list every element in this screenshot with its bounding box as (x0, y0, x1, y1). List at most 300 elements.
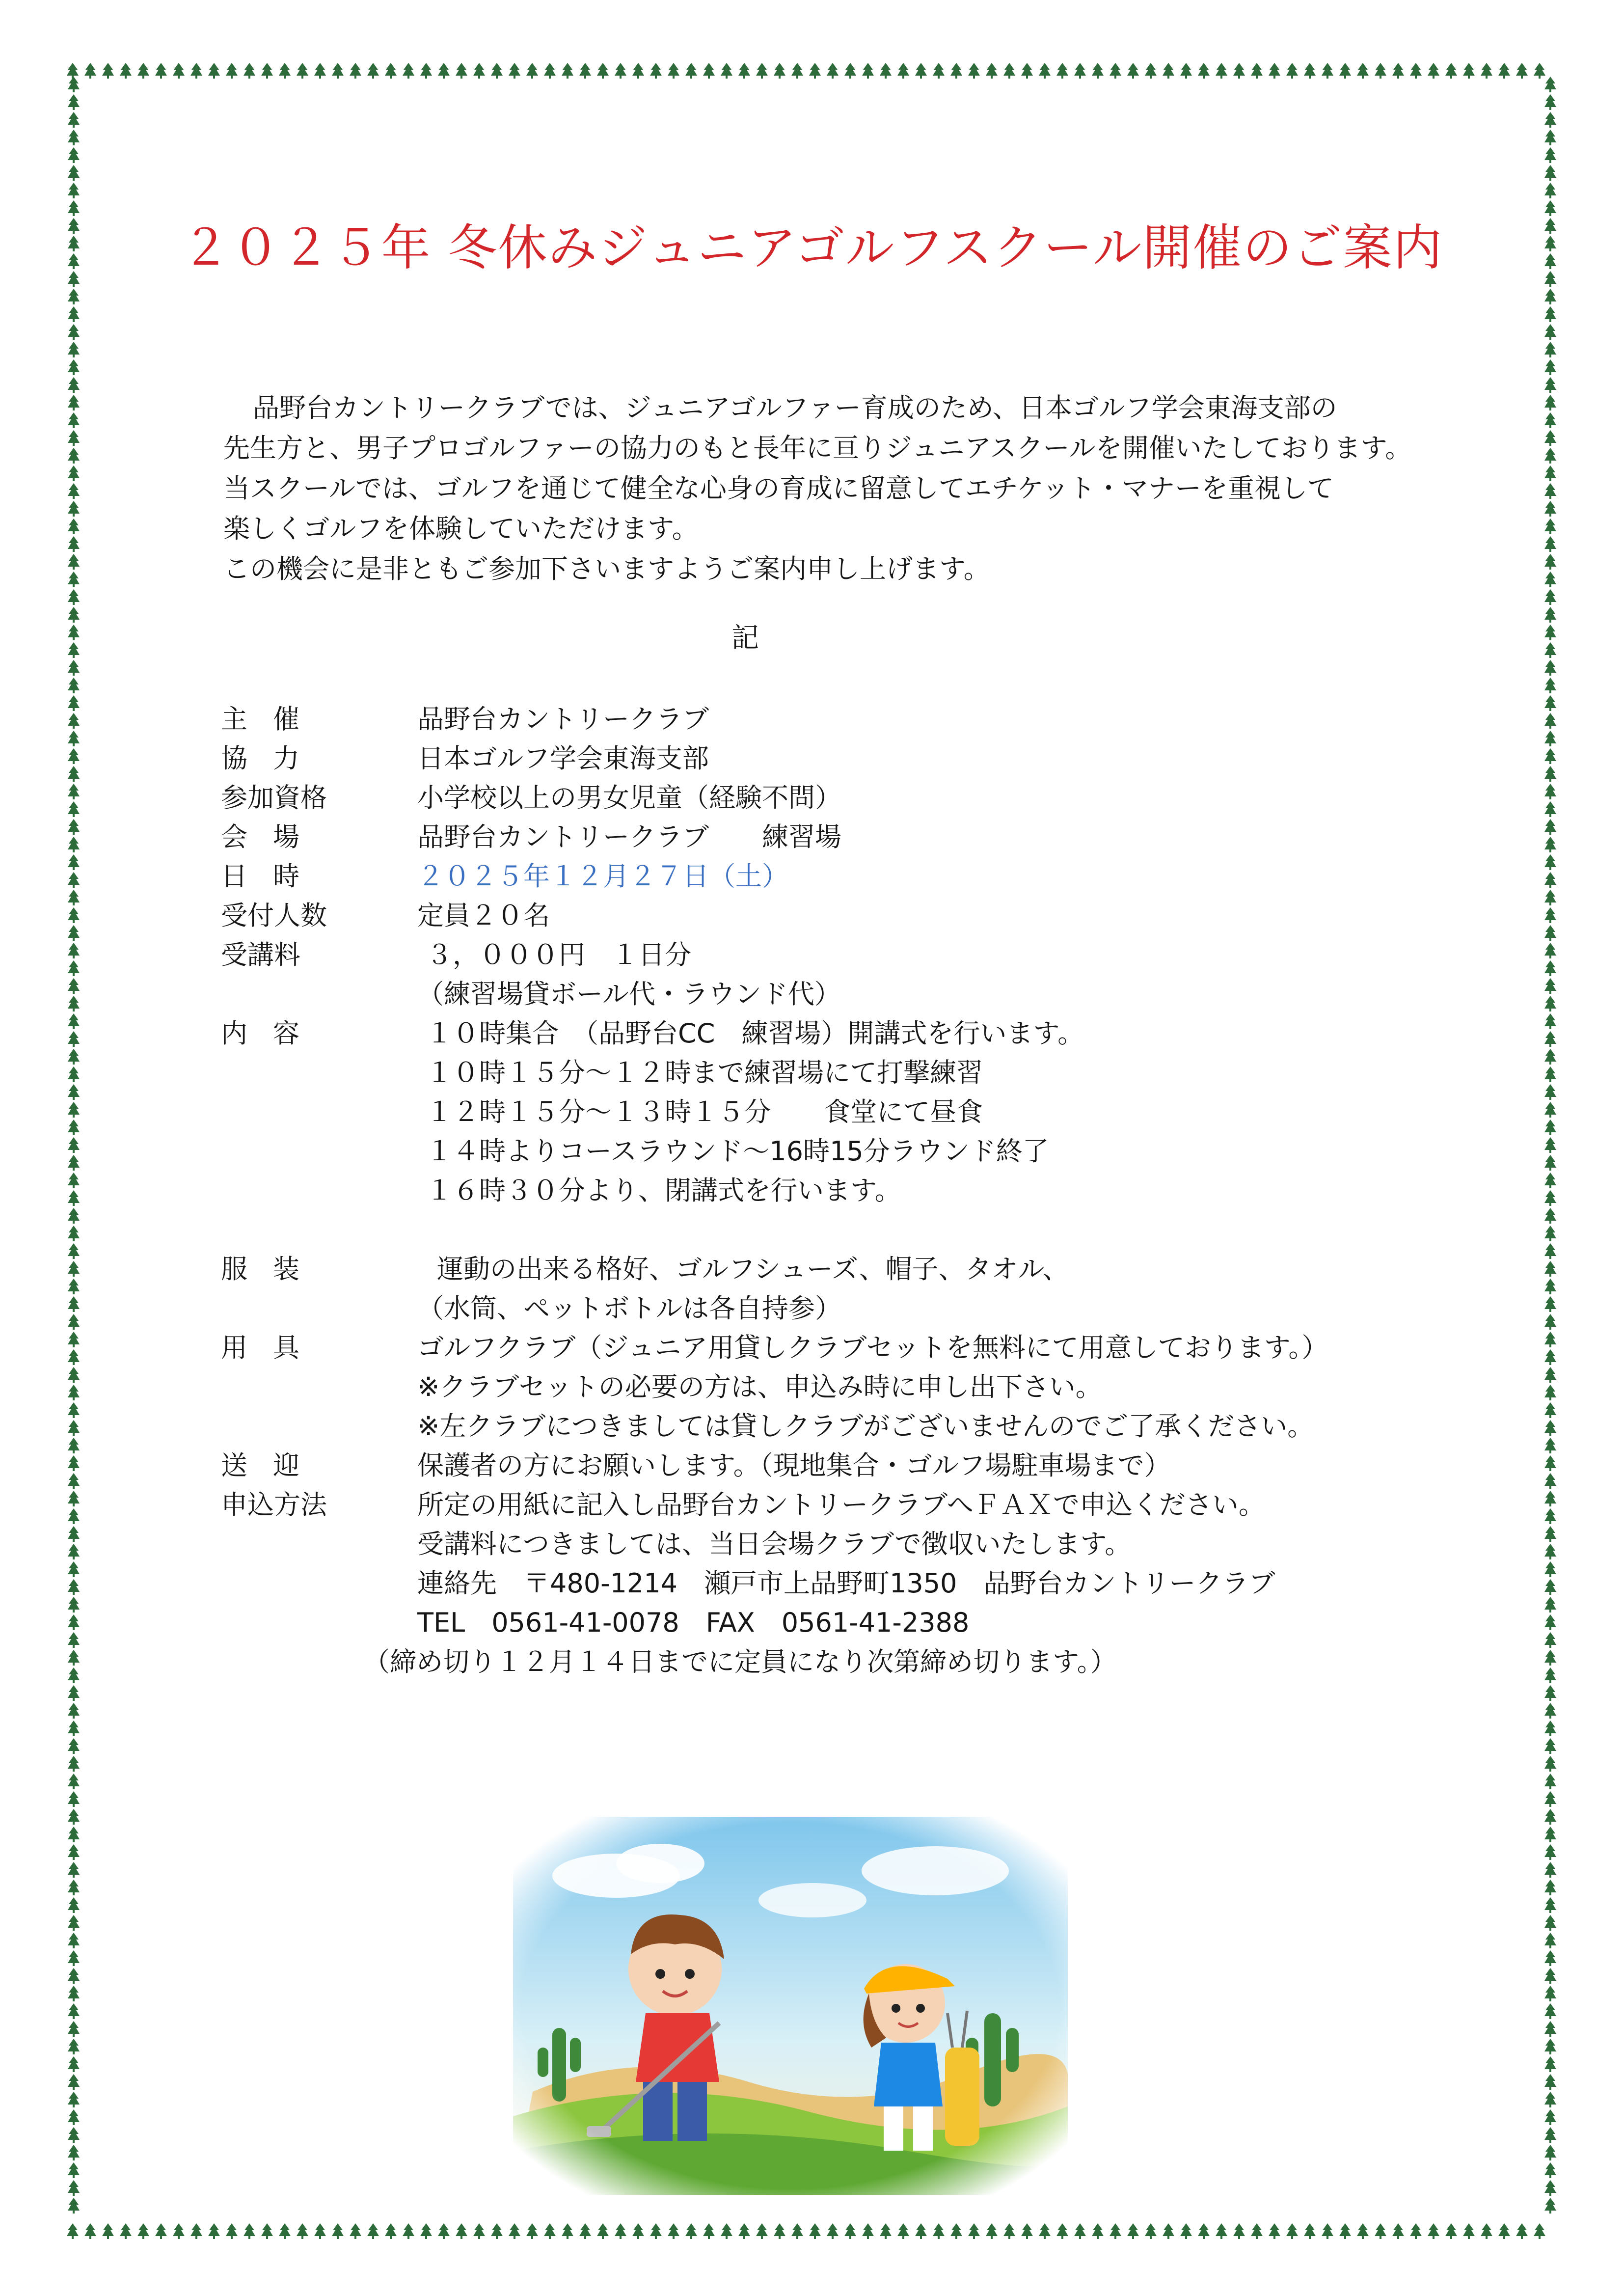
tree-icon (1544, 713, 1556, 729)
tree-icon (650, 63, 662, 79)
tree-icon (1544, 1721, 1556, 1736)
tree-icon (756, 2223, 768, 2239)
tree-icon (1544, 1632, 1556, 1648)
tree-icon (1498, 2223, 1510, 2239)
tree-icon (84, 2223, 96, 2239)
tree-icon (68, 1827, 80, 1842)
tree-icon (244, 63, 255, 79)
tree-icon (1463, 2223, 1475, 2239)
tree-icon (1544, 766, 1556, 782)
tree-icon (685, 63, 697, 79)
detail-label: 会場 (221, 821, 325, 852)
tree-icon (84, 63, 96, 79)
tree-icon (1039, 2223, 1051, 2239)
tree-icon (1544, 1862, 1556, 1878)
tree-icon (208, 2223, 220, 2239)
tree-icon (615, 2223, 626, 2239)
tree-icon (1544, 2198, 1556, 2214)
tree-icon (1544, 554, 1556, 570)
tree-icon (68, 837, 80, 852)
tree-icon (950, 63, 962, 79)
tree-icon (880, 2223, 892, 2239)
tree-icon (1544, 1950, 1556, 1966)
tree-icon (650, 2223, 662, 2239)
tree-icon (68, 589, 80, 605)
tree-icon (68, 1632, 80, 1648)
detail-value-date: ２０２５年１２月２７日（土） (417, 861, 788, 892)
detail-label: 受付人数 (221, 900, 327, 931)
tree-icon (1544, 1526, 1556, 1542)
tree-icon (1180, 63, 1192, 79)
tree-icon (1339, 2223, 1351, 2239)
tree-icon (279, 63, 291, 79)
tree-icon (1544, 1402, 1556, 1418)
tree-icon (509, 2223, 520, 2239)
tree-icon (68, 660, 80, 676)
tree-icon (1544, 1314, 1556, 1330)
tree-icon (1544, 1880, 1556, 1895)
tree-icon (844, 63, 856, 79)
detail-value: １４時よりコースラウンド～16時15分ラウンド終了 (426, 1136, 1049, 1167)
tree-icon (1163, 2223, 1174, 2239)
tree-icon (685, 2223, 697, 2239)
tree-icon (68, 1155, 80, 1171)
tree-icon (1544, 1915, 1556, 1931)
detail-label: 送迎 (221, 1450, 325, 1481)
tree-icon (1544, 359, 1556, 375)
tree-icon (68, 2056, 80, 2072)
tree-icon (68, 2003, 80, 2019)
tree-icon (986, 2223, 998, 2239)
detail-value: 連絡先 〒480-1214 瀬戸市上品野町1350 品野台カントリークラブ (417, 1568, 1275, 1599)
tree-icon (1544, 1438, 1556, 1453)
tree-icon (68, 978, 80, 994)
tree-icon (1544, 607, 1556, 623)
tree-icon (1339, 63, 1351, 79)
detail-label: 内容 (221, 1018, 325, 1049)
tree-icon (1544, 1349, 1556, 1365)
tree-icon (1544, 695, 1556, 711)
tree-icon (1145, 63, 1157, 79)
detail-row-equipment (221, 1328, 1497, 1446)
tree-icon (473, 2223, 485, 2239)
tree-icon (68, 1862, 80, 1878)
detail-label: 参加資格 (221, 782, 327, 813)
tree-icon (1544, 748, 1556, 764)
tree-icon (67, 2223, 79, 2239)
tree-icon (155, 63, 167, 79)
tree-icon (1304, 63, 1316, 79)
tree-icon (68, 1084, 80, 1100)
detail-label: 主催 (221, 704, 325, 735)
tree-icon (68, 2162, 80, 2178)
tree-icon (933, 63, 945, 79)
tree-icon (1251, 2223, 1263, 2239)
tree-icon (244, 2223, 255, 2239)
tree-icon (1544, 1120, 1556, 1135)
tree-icon (756, 63, 768, 79)
tree-icon (261, 63, 273, 79)
tree-icon (1544, 130, 1556, 145)
tree-icon (1180, 2223, 1192, 2239)
tree-icon (1544, 925, 1556, 941)
tree-icon (791, 63, 803, 79)
detail-value: １０時１５分～１２時まで練習場にて打撃練習 (426, 1057, 983, 1088)
tree-icon (1357, 63, 1369, 79)
tree-icon (438, 2223, 450, 2239)
tree-icon (1544, 625, 1556, 640)
tree-icon (526, 63, 538, 79)
tree-icon (68, 1667, 80, 1683)
tree-icon (68, 483, 80, 499)
tree-icon (1544, 377, 1556, 393)
tree-icon (1544, 306, 1556, 322)
tree-icon (68, 2092, 80, 2107)
tree-icon (68, 1791, 80, 1807)
tree-icon (367, 2223, 379, 2239)
tree-icon (1481, 63, 1492, 79)
tree-icon (68, 2198, 80, 2214)
tree-icon (1544, 448, 1556, 464)
tree-icon (1269, 63, 1280, 79)
tree-icon (68, 801, 80, 817)
tree-icon (1544, 1738, 1556, 1754)
tree-icon (1544, 1031, 1556, 1047)
tree-icon (332, 63, 344, 79)
tree-icon (1544, 996, 1556, 1011)
detail-label: 協力 (221, 743, 325, 774)
tree-icon (1544, 1066, 1556, 1082)
tree-icon (1544, 1774, 1556, 1789)
tree-icon (68, 1597, 80, 1613)
tree-icon (68, 1332, 80, 1347)
tree-icon (986, 63, 998, 79)
tree-border-bottom (64, 2219, 1561, 2244)
tree-icon (403, 2223, 414, 2239)
deadline-note: （締め切り１２月１４日までに定員になり次第締め切ります。） (363, 1646, 1117, 1677)
tree-border-top (64, 59, 1561, 83)
detail-value: （水筒、ペットボトルは各自持参） (417, 1293, 841, 1324)
intro-line: 品野台カントリークラブでは、ジュニアゴルファー育成のため、日本ゴルフ学会東海支部の (253, 392, 1337, 423)
tree-icon (68, 1544, 80, 1559)
tree-icon (1516, 63, 1528, 79)
tree-icon (738, 2223, 750, 2239)
tree-icon (403, 63, 414, 79)
tree-icon (1428, 63, 1439, 79)
tree-icon (68, 1137, 80, 1153)
tree-icon (1410, 63, 1422, 79)
detail-row-venue (221, 818, 1497, 857)
tree-icon (456, 63, 467, 79)
tree-icon (827, 2223, 839, 2239)
tree-icon (1021, 63, 1033, 79)
tree-icon (668, 63, 679, 79)
tree-icon (1544, 501, 1556, 517)
tree-icon (68, 1066, 80, 1082)
detail-row-fee (221, 935, 1497, 1014)
tree-icon (68, 1968, 80, 1984)
detail-label: 申込方法 (221, 1489, 327, 1520)
tree-icon (68, 1950, 80, 1966)
tree-icon (738, 63, 750, 79)
tree-icon (703, 63, 715, 79)
tree-icon (68, 907, 80, 923)
tree-icon (1544, 1756, 1556, 1772)
tree-icon (1544, 890, 1556, 905)
tree-icon (1544, 342, 1556, 357)
tree-icon (774, 2223, 785, 2239)
tree-icon (1544, 1420, 1556, 1436)
detail-value: ※クラブセットの必要の方は、申込み時に申し出下さい。 (417, 1371, 1102, 1402)
tree-icon (68, 112, 80, 128)
tree-icon (1251, 63, 1263, 79)
tree-icon (350, 2223, 361, 2239)
tree-icon (827, 63, 839, 79)
tree-icon (1074, 63, 1086, 79)
tree-icon (509, 63, 520, 79)
tree-icon (1544, 819, 1556, 835)
tree-icon (68, 731, 80, 746)
tree-icon (809, 63, 821, 79)
tree-icon (68, 1420, 80, 1436)
tree-icon (1544, 1084, 1556, 1100)
tree-icon (1544, 1173, 1556, 1188)
page-title: ２０２５年 冬休みジュニアゴルフスクール開催のご案内 (181, 219, 1443, 276)
tree-icon (1544, 430, 1556, 446)
tree-icon (68, 1650, 80, 1666)
tree-icon (68, 342, 80, 357)
tree-icon (1286, 63, 1298, 79)
tree-icon (68, 1031, 80, 1047)
intro-line: 楽しくゴルフを体験していただけます。 (223, 513, 699, 544)
detail-value: １６時３０分より、閉講式を行います。 (426, 1175, 901, 1206)
detail-row-capacity (221, 896, 1497, 935)
tree-icon (544, 63, 556, 79)
tree-icon (68, 1880, 80, 1895)
intro-paragraph (223, 388, 1451, 589)
tree-icon (1544, 854, 1556, 870)
tree-icon (1544, 483, 1556, 499)
tree-icon (68, 147, 80, 163)
tree-icon (1544, 1561, 1556, 1577)
tree-icon (68, 200, 80, 216)
detail-value: ゴルフクラブ（ジュニア用貸しクラブセットを無料にて用意しております。） (417, 1332, 1328, 1363)
tree-icon (1544, 2162, 1556, 2178)
tree-icon (491, 63, 503, 79)
tree-icon (68, 2021, 80, 2037)
tree-icon (1322, 63, 1333, 79)
tree-icon (1357, 2223, 1369, 2239)
tree-icon (68, 519, 80, 534)
detail-row-organizer (221, 700, 1497, 739)
tree-icon (120, 2223, 132, 2239)
tree-icon (1544, 1703, 1556, 1719)
detail-value: 受講料につきましては、当日会場クラブで徴収いたします。 (417, 1529, 1132, 1559)
tree-icon (1544, 1102, 1556, 1118)
tree-icon (68, 448, 80, 464)
tree-icon (68, 1208, 80, 1224)
tree-icon (1544, 678, 1556, 693)
tree-icon (173, 63, 185, 79)
tree-icon (68, 1756, 80, 1772)
tree-icon (68, 2145, 80, 2160)
tree-icon (1544, 1013, 1556, 1029)
tree-icon (68, 1455, 80, 1471)
intro-line: 当スクールでは、ゴルフを通じて健全な心身の育成に留意してエチケット・マナーを重視して (223, 473, 1334, 504)
tree-border-left (65, 74, 82, 2219)
tree-icon (1544, 1650, 1556, 1666)
tree-icon (1544, 2127, 1556, 2143)
tree-icon (1544, 1332, 1556, 1347)
tree-icon (1198, 2223, 1210, 2239)
tree-icon (68, 501, 80, 517)
tree-icon (68, 1579, 80, 1595)
tree-icon (526, 2223, 538, 2239)
tree-icon (950, 2223, 962, 2239)
tree-icon (1163, 63, 1174, 79)
tree-icon (173, 2223, 185, 2239)
tree-icon (456, 2223, 467, 2239)
tree-icon (897, 63, 909, 79)
tree-icon (1544, 1137, 1556, 1153)
tree-icon (68, 77, 80, 92)
tree-icon (68, 1561, 80, 1577)
tree-icon (1544, 943, 1556, 958)
tree-icon (1428, 2223, 1439, 2239)
tree-icon (1145, 2223, 1157, 2239)
tree-icon (1544, 77, 1556, 92)
detail-value: 保護者の方にお願いします。（現地集合・ゴルフ場駐車場まで） (417, 1450, 1171, 1481)
tree-icon (68, 2180, 80, 2196)
tree-icon (1039, 63, 1051, 79)
tree-icon (68, 1226, 80, 1241)
tree-icon (68, 784, 80, 799)
tree-icon (68, 1526, 80, 1542)
detail-value: １０時集合 （品野台CC 練習場）開講式を行います。 (426, 1018, 1084, 1049)
tree-icon (68, 1915, 80, 1931)
tree-icon (1544, 1968, 1556, 1984)
tree-icon (1544, 1367, 1556, 1383)
tree-icon (562, 2223, 573, 2239)
tree-icon (1127, 63, 1139, 79)
tree-icon (544, 2223, 556, 2239)
tree-icon (1269, 2223, 1280, 2239)
tree-icon (68, 1809, 80, 1825)
tree-border-right (1542, 74, 1559, 2219)
tree-icon (68, 642, 80, 658)
intro-line: 先生方と、男子プロゴルファーの協力のもと長年に亘りジュニアスクールを開催いたしております。 (223, 433, 1412, 464)
tree-icon (367, 63, 379, 79)
tree-icon (933, 2223, 945, 2239)
detail-row-eligibility (221, 778, 1497, 818)
tree-icon (1544, 165, 1556, 181)
tree-icon (1056, 63, 1068, 79)
tree-icon (1544, 1827, 1556, 1842)
tree-icon (579, 63, 591, 79)
tree-icon (420, 63, 432, 79)
tree-icon (68, 1349, 80, 1365)
tree-icon (1544, 907, 1556, 923)
tree-icon (68, 1703, 80, 1719)
tree-icon (420, 2223, 432, 2239)
tree-icon (1544, 2003, 1556, 2019)
tree-icon (809, 2223, 821, 2239)
tree-icon (68, 1013, 80, 1029)
tree-icon (1544, 1226, 1556, 1241)
tree-icon (68, 377, 80, 393)
tree-icon (1544, 801, 1556, 817)
intro-line: この機会に是非ともご参加下さいますようご案内申し上げます。 (223, 553, 990, 584)
tree-icon (1544, 1243, 1556, 1259)
tree-icon (1544, 1508, 1556, 1524)
tree-icon (1544, 147, 1556, 163)
detail-row-content (221, 1014, 1497, 1210)
tree-icon (1544, 1473, 1556, 1489)
tree-icon (1544, 2039, 1556, 2054)
tree-icon (632, 2223, 644, 2239)
tree-icon (1544, 412, 1556, 428)
tree-icon (1392, 2223, 1404, 2239)
tree-icon (1544, 1190, 1556, 1206)
tree-icon (68, 1314, 80, 1330)
detail-value: 小学校以上の男女児童（経験不問） (417, 782, 841, 813)
tree-icon (1544, 200, 1556, 216)
tree-icon (1544, 731, 1556, 746)
tree-icon (1216, 2223, 1227, 2239)
tree-icon (915, 2223, 927, 2239)
tree-icon (68, 1473, 80, 1489)
tree-icon (632, 63, 644, 79)
tree-icon (68, 412, 80, 428)
tree-icon (385, 63, 397, 79)
kids-golf-icon (513, 1817, 1068, 2195)
tree-icon (1233, 2223, 1245, 2239)
tree-icon (68, 890, 80, 905)
kids-golf-illustration (513, 1817, 1068, 2195)
tree-icon (1544, 183, 1556, 198)
tree-icon (68, 430, 80, 446)
detail-row-date (221, 857, 1497, 896)
detail-label: 服装 (221, 1254, 325, 1285)
detail-value: 定員２０名 (417, 900, 550, 931)
tree-icon (279, 2223, 291, 2239)
tree-icon (1544, 1279, 1556, 1294)
tree-icon (1003, 2223, 1015, 2239)
tree-icon (1544, 1491, 1556, 1506)
tree-icon (155, 2223, 167, 2239)
detail-value: TEL 0561-41-0078 FAX 0561-41-2388 (417, 1607, 970, 1638)
tree-icon (120, 63, 132, 79)
detail-note: （練習場貸ボール代・ラウンド代） (417, 979, 841, 1010)
tree-icon (68, 819, 80, 835)
tree-icon (226, 2223, 238, 2239)
tree-icon (68, 536, 80, 552)
tree-icon (1544, 589, 1556, 605)
tree-icon (68, 607, 80, 623)
tree-icon (1198, 63, 1210, 79)
tree-icon (1375, 2223, 1386, 2239)
tree-icon (68, 94, 80, 110)
tree-icon (615, 63, 626, 79)
detail-label: 用具 (221, 1332, 325, 1363)
tree-icon (68, 1614, 80, 1630)
tree-icon (68, 1438, 80, 1453)
tree-icon (332, 2223, 344, 2239)
tree-icon (68, 1367, 80, 1383)
tree-icon (68, 1685, 80, 1701)
tree-icon (880, 63, 892, 79)
tree-icon (1544, 1844, 1556, 1860)
